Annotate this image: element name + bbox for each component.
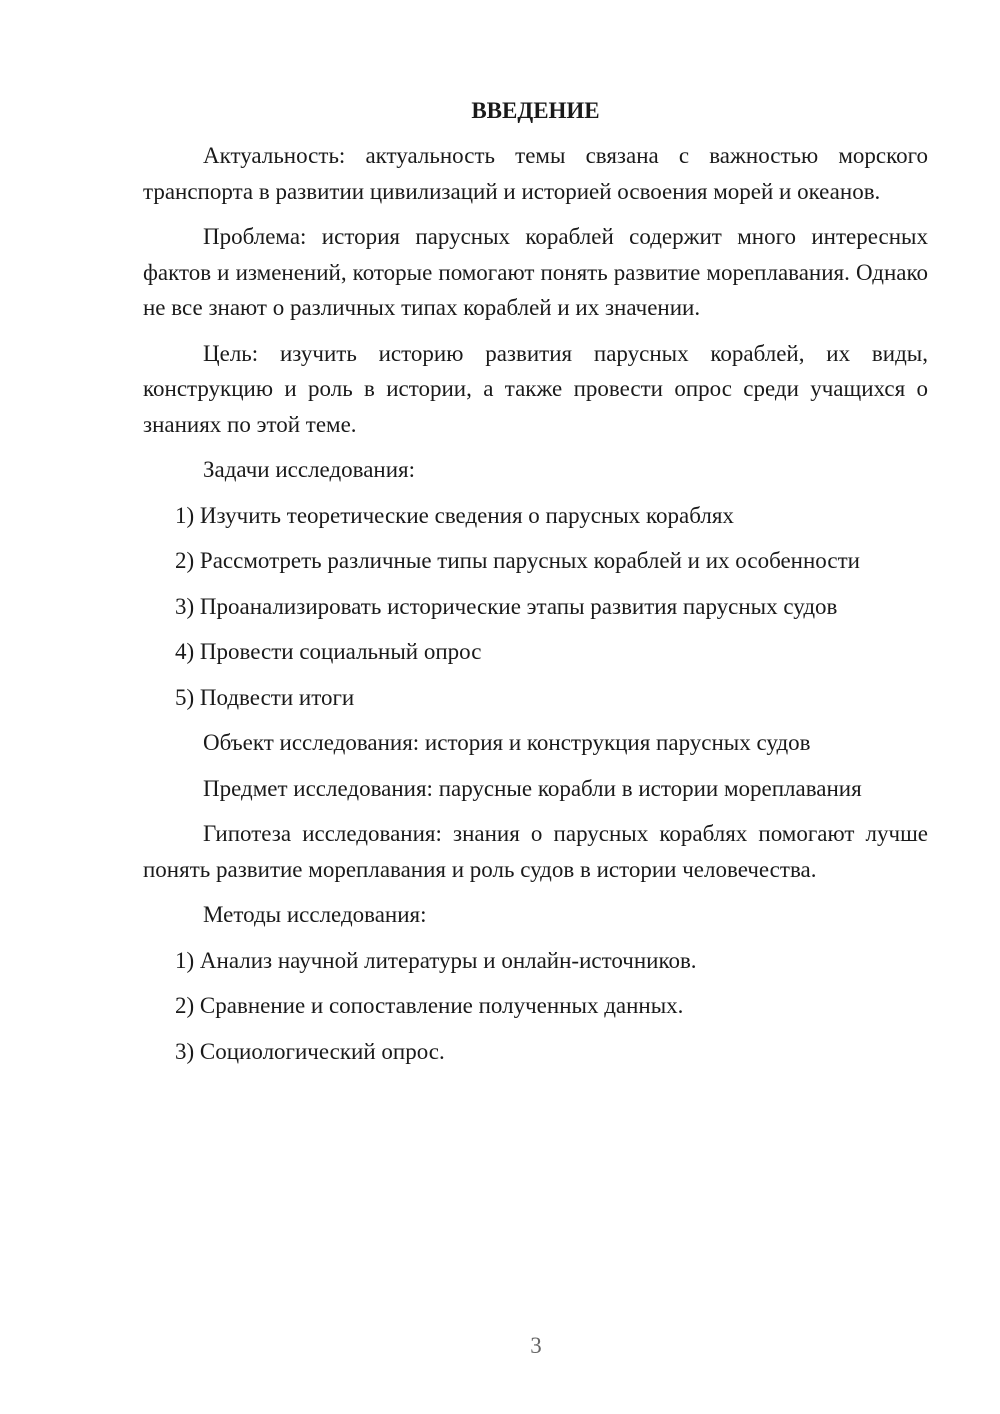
tasks-list (143, 498, 928, 716)
task-item: 4) Провести социальный опрос (175, 639, 482, 664)
task-item: 2) Рассмотреть различные типы парусных кораблей и их особенности (175, 548, 860, 573)
task-item: 5) Подвести итоги (175, 684, 355, 710)
method-item: 3) Социологический опрос. (175, 1038, 445, 1064)
method-item: 2) Сравнение и сопоставление полученных данных. (175, 993, 684, 1018)
methods-list (143, 943, 928, 1070)
method-item: 1) Анализ научной литературы и онлайн-источников. (175, 947, 697, 973)
section-heading: ВВЕДЕНИЕ (471, 98, 600, 123)
methods-label: Методы исследования: (203, 902, 427, 927)
hypothesis-paragraph: Гипотеза исследования: знания о парусных кораблях помогают лучше понять развитие мореплавания и роль судов в истории человечества. (143, 821, 928, 882)
document-body (143, 94, 928, 1079)
goal-paragraph: Цель: изучить историю развития парусных кораблей, их виды, конструкцию и роль в истории, а также провести опрос среди учащихся о знаниях по этой теме. (143, 340, 928, 437)
problem-paragraph: Проблема: история парусных кораблей содержит много интересных фактов и изменений, которые помогают понять развитие мореплавания. Однако не все знают о различных типах кораблей и их значении. (143, 224, 928, 320)
object-paragraph: Объект исследования: история и конструкция парусных судов (203, 730, 811, 755)
task-item: 3) Проанализировать исторические этапы развития парусных судов (175, 593, 838, 619)
subject-paragraph: Предмет исследования: парусные корабли в истории мореплавания (203, 775, 862, 801)
relevance-paragraph: Актуальность: актуальность темы связана с важностью морского транспорта в развитии цивилизаций и историей освоения морей и океанов. (143, 143, 928, 204)
page-number: 3 (530, 1333, 542, 1358)
task-item: 1) Изучить теоретические сведения о парусных кораблях (175, 502, 734, 528)
tasks-label: Задачи исследования: (203, 457, 416, 482)
